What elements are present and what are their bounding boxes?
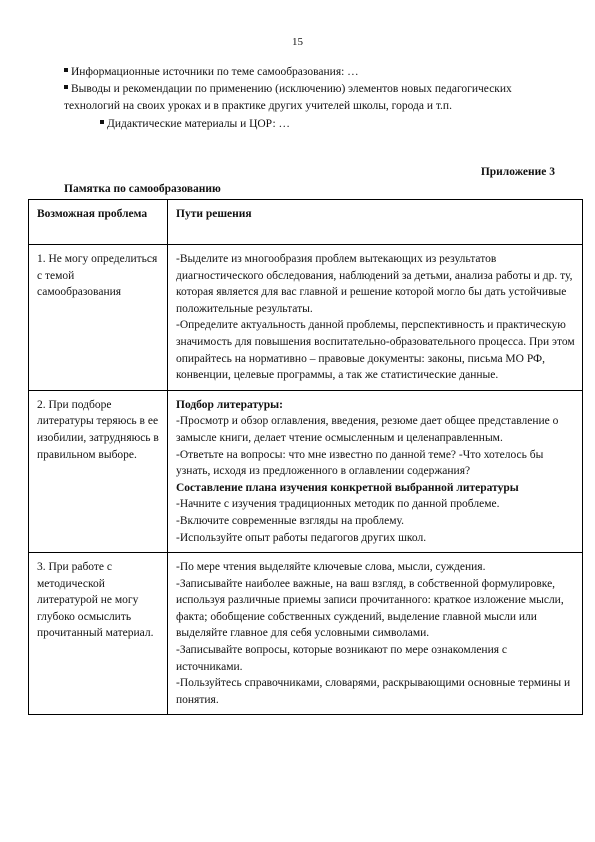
solution-line: -Просмотр и обзор оглавления, введения, резюме дает общее представление о замысле книги, делает чтение осмысленным и целенаправленным. [176, 415, 559, 444]
solution-line: -Ответьте на вопросы: что мне известно по данной теме? -Что хотелось бы узнать, исходя из предложенного в оглавлении содержания? [176, 448, 544, 478]
solution-line: -Выделите из многообразия проблем вытекающих из результатов диагностического обследования, наблюдений за детьми, анализа работы и др. ту, которая является для вас главной и решение которой могло бы дать устойчивые положительные результаты. [176, 253, 573, 315]
table-body [29, 245, 583, 715]
problem-cell: 3. При работе с методической литературой не могу глубоко осмыслить прочитанный материал. [29, 553, 168, 715]
header-solutions: Пути решения [168, 200, 583, 245]
solution-line: -По мере чтения выделяйте ключевые слова, мысли, суждения. [176, 561, 486, 574]
solution-line: -Определите актуальность данной проблемы, перспективность и практическую значимость для повышения воспитательно-образовательного процесса. При этом опирайтесь на нормативно – правовые документы: законы, письма МО РФ, конвенции, целевые программы, а так же статистические данные. [176, 319, 575, 382]
solution-cell [168, 245, 583, 391]
appendix-label: Приложение 3 [480, 166, 555, 178]
bullet-list [36, 64, 566, 133]
bullet-item: Выводы и рекомендации по применению (исключению) элементов новых педагогических технологий на своих уроках и в практике других учителей школы, города и т.п. [64, 83, 512, 112]
table-row [29, 245, 583, 391]
problem-cell: 2. При подборе литературы теряюсь в ее изобилии, затрудняюсь в правильном выборе. [29, 390, 168, 552]
bullet-square-icon [64, 85, 68, 89]
bullet-square-icon [100, 120, 104, 124]
solution-line: -Начните с изучения традиционных методик по данной проблеме. [176, 498, 500, 511]
solution-line: -Записывайте вопросы, которые возникают по мере ознакомления с источниками. [176, 644, 508, 673]
solution-heading: Подбор литературы: [176, 398, 283, 411]
table-row [29, 553, 583, 715]
header-problem: Возможная проблема [29, 200, 168, 245]
solution-heading: Составление плана изучения конкретной выбранной литературы [176, 481, 519, 494]
problem-cell: 1. Не могу определиться с темой самообразования [29, 245, 168, 391]
solution-line: -Записывайте наиболее важные, на ваш взгляд, в собственной формулировке, используя различные приемы записи прочитанного: краткое изложение мысли, факта; обобщение собственных суждений, выделение главной мысли или выделяйте главное для себя условными символами. [176, 577, 564, 640]
solution-cell [168, 553, 583, 715]
self-education-table [28, 199, 583, 715]
bullet-square-icon [64, 68, 68, 72]
table-header-row [29, 200, 583, 245]
solution-line: -Включите современные взгляды на проблему. [176, 514, 404, 527]
solution-line: -Пользуйтесь справочниками, словарями, раскрывающими основные термины и понятия. [176, 677, 571, 706]
memo-title: Памятка по самообразованию [64, 183, 221, 195]
bullet-item: Информационные источники по теме самообразования: … [36, 64, 566, 81]
solution-cell [168, 390, 583, 552]
solution-line: -Используйте опыт работы педагогов других школ. [176, 531, 427, 544]
bullet-item: Дидактические материалы и ЦОР: … [36, 116, 566, 133]
table-row [29, 390, 583, 552]
page-number: 15 [292, 36, 303, 48]
